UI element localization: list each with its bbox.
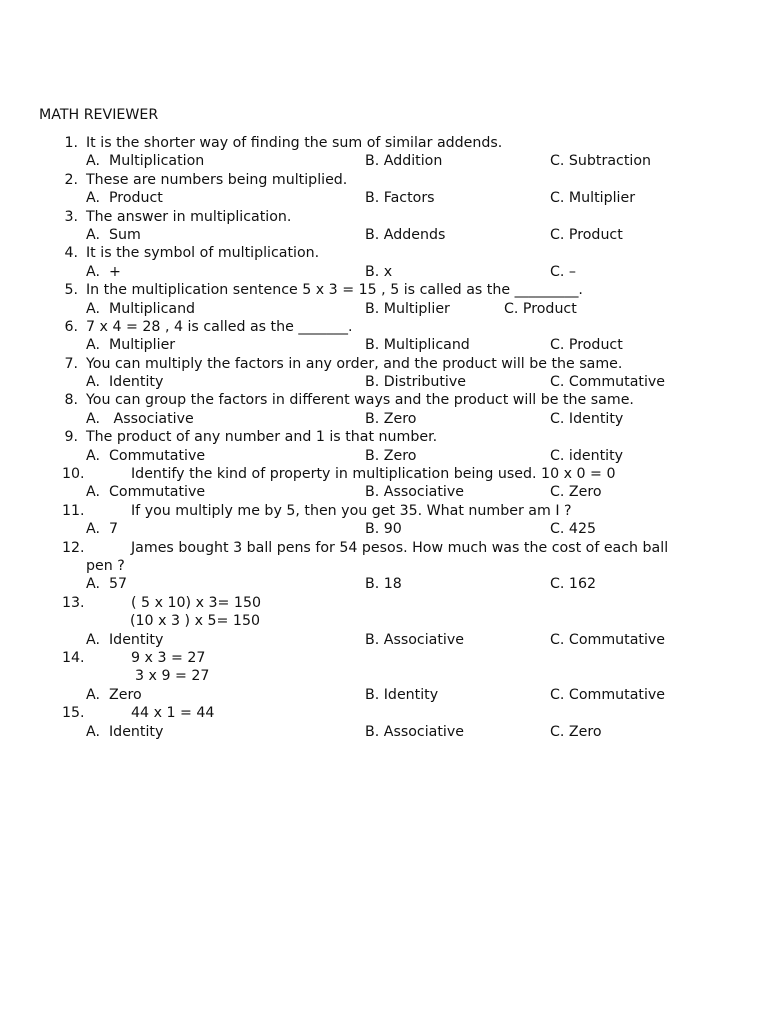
option-a: [86, 520, 118, 538]
question-text: 9 x 3 = 27: [131, 649, 206, 666]
option-b: B. x: [365, 263, 393, 280]
question-text: Identify the kind of property in multiplication being used. 10 x 0 = 0: [131, 466, 616, 483]
option-b: B. Zero: [365, 447, 417, 464]
question-text-continued: (10 x 3 ) x 5= 150: [130, 613, 260, 630]
option-a-text: +: [109, 263, 121, 280]
option-c: C. Commutative: [550, 374, 666, 391]
option-a: [86, 263, 121, 281]
option-a-text: Identity: [109, 374, 164, 391]
options-line: [0, 723, 768, 741]
option-a-letter: A.: [86, 226, 100, 243]
question-text: In the multiplication sentence 5 x 3 = 15 , 5 is called as the _________.: [86, 282, 583, 299]
options-line: [0, 483, 768, 501]
question-number: 5.: [64, 282, 78, 299]
question-continuation-line: [0, 612, 768, 630]
question-line: [0, 134, 768, 152]
option-b: B. Associative: [365, 484, 464, 501]
option-a-letter: A.: [86, 263, 100, 280]
option-b: B. Addends: [365, 226, 446, 243]
option-b: B. Addition: [365, 153, 443, 170]
option-a: [86, 410, 194, 428]
option-a-letter: A.: [86, 521, 100, 538]
question-line: [0, 594, 768, 612]
option-c: C. 162: [550, 576, 597, 593]
option-a-letter: A.: [86, 374, 100, 391]
option-a-text: Multiplication: [109, 153, 205, 170]
question-line: [0, 281, 768, 299]
question-list: [0, 134, 768, 741]
option-a-text: Identity: [109, 631, 164, 648]
question-continuation-line: [0, 557, 768, 575]
question-number: 1.: [64, 135, 78, 151]
option-a-text: Sum: [109, 226, 141, 243]
options-line: [0, 152, 768, 170]
option-c: C. Product: [504, 300, 577, 317]
option-b: B. 90: [365, 521, 402, 538]
option-b: B. Distributive: [365, 374, 466, 391]
options-line: [0, 373, 768, 391]
question-number: 4.: [64, 245, 78, 262]
option-a-letter: A.: [86, 686, 100, 703]
options-line: [0, 686, 768, 704]
option-a-letter: A.: [86, 410, 100, 427]
question-number: 11.: [62, 502, 85, 519]
option-a-letter: A.: [86, 300, 100, 317]
option-a-letter: A.: [86, 723, 100, 740]
option-a-text: Identity: [109, 723, 164, 740]
option-a-text: Zero: [109, 686, 142, 703]
question-line: [0, 428, 768, 446]
options-line: [0, 263, 768, 281]
option-b: B. Multiplicand: [365, 337, 470, 354]
question-text: James bought 3 ball pens for 54 pesos. How much was the cost of each ball: [131, 539, 669, 556]
question-text: 44 x 1 = 44: [131, 705, 215, 722]
option-a-text: Associative: [109, 410, 194, 427]
question-text: The answer in multiplication.: [86, 208, 292, 225]
option-b: B. Associative: [365, 631, 464, 648]
question-line: [0, 244, 768, 262]
options-line: [0, 226, 768, 244]
question-number: 8.: [64, 392, 78, 409]
question-number: 3.: [64, 208, 78, 225]
question-text: 7 x 4 = 28 , 4 is called as the _______.: [86, 318, 353, 335]
question-line: [0, 391, 768, 409]
option-c: C. –: [550, 263, 577, 280]
option-a: [86, 447, 205, 465]
option-a-text: 7: [109, 521, 119, 538]
question-number: 14.: [62, 649, 85, 666]
option-c: C. Product: [550, 226, 623, 243]
option-a: [86, 373, 163, 391]
option-b: B. Associative: [365, 723, 464, 740]
option-b: B. Zero: [365, 410, 417, 427]
option-c: C. Product: [550, 337, 623, 354]
option-b: B. 18: [365, 576, 402, 593]
option-a-text: Multiplicand: [109, 300, 196, 317]
options-line: [0, 447, 768, 465]
option-a-letter: A.: [86, 337, 100, 354]
option-a: [86, 336, 175, 354]
option-a: [86, 300, 195, 318]
question-line: [0, 318, 768, 336]
option-a: [86, 483, 205, 501]
option-c: C. Commutative: [550, 686, 666, 703]
option-a-letter: A.: [86, 190, 100, 207]
option-a-letter: A.: [86, 631, 100, 648]
question-line: [0, 465, 768, 483]
question-number: 9.: [64, 429, 78, 446]
option-c: C. identity: [550, 447, 624, 464]
question-number: 15.: [62, 705, 85, 722]
option-a-text: 57: [109, 576, 128, 593]
option-b: B. Multiplier: [365, 300, 450, 317]
question-continuation-line: [0, 667, 768, 685]
options-line: [0, 631, 768, 649]
option-a: [86, 686, 142, 704]
question-line: [0, 208, 768, 226]
option-b: B. Factors: [365, 190, 435, 207]
question-text: ( 5 x 10) x 3= 150: [131, 594, 261, 611]
question-text: These are numbers being multiplied.: [86, 171, 348, 188]
option-c: C. Zero: [550, 723, 602, 740]
question-number: 2.: [64, 171, 78, 188]
question-text: You can group the factors in different ways and the product will be the same.: [86, 392, 634, 409]
question-text: If you multiply me by 5, then you get 35. What number am I ?: [131, 502, 572, 519]
option-a: [86, 631, 163, 649]
question-number: 13.: [62, 594, 85, 611]
options-line: [0, 575, 768, 593]
option-a: [86, 189, 163, 207]
option-a-letter: A.: [86, 484, 100, 501]
question-text: The product of any number and 1 is that number.: [86, 429, 438, 446]
question-number: 6.: [64, 318, 78, 335]
document-title: MATH REVIEWER: [39, 107, 159, 123]
question-line: [0, 649, 768, 667]
options-line: [0, 336, 768, 354]
option-a-text: Commutative: [109, 447, 206, 464]
option-c: C. 425: [550, 521, 597, 538]
option-a: [86, 723, 163, 741]
question-number: 12.: [62, 539, 85, 556]
question-line: [0, 502, 768, 520]
option-a: [86, 575, 127, 593]
option-b: B. Identity: [365, 686, 439, 703]
question-line: [0, 539, 768, 557]
option-c: C. Multiplier: [550, 190, 636, 207]
option-c: C. Commutative: [550, 631, 666, 648]
question-line: [0, 704, 768, 722]
option-c: C. Zero: [550, 484, 602, 501]
options-line: [0, 410, 768, 428]
question-line: [0, 355, 768, 373]
question-line: [0, 171, 768, 189]
question-text: It is the symbol of multiplication.: [86, 245, 320, 262]
option-a-letter: A.: [86, 447, 100, 464]
question-text-continued: 3 x 9 = 27: [135, 668, 210, 685]
question-number: 10.: [62, 466, 85, 483]
option-c: C. Identity: [550, 410, 624, 427]
option-a-text: Commutative: [109, 484, 206, 501]
options-line: [0, 300, 768, 318]
option-a: [86, 152, 204, 170]
options-line: [0, 520, 768, 538]
option-a: [86, 226, 141, 244]
option-a-letter: A.: [86, 576, 100, 593]
question-text-continued: pen ?: [86, 557, 125, 574]
question-number: 7.: [64, 355, 78, 372]
option-a-text: Product: [109, 190, 163, 207]
option-c: C. Subtraction: [550, 153, 651, 170]
options-line: [0, 189, 768, 207]
option-a-letter: A.: [86, 153, 100, 170]
question-text: It is the shorter way of finding the sum of similar addends.: [86, 135, 503, 151]
option-a-text: Multiplier: [109, 337, 176, 354]
question-text: You can multiply the factors in any order, and the product will be the same.: [86, 355, 623, 372]
